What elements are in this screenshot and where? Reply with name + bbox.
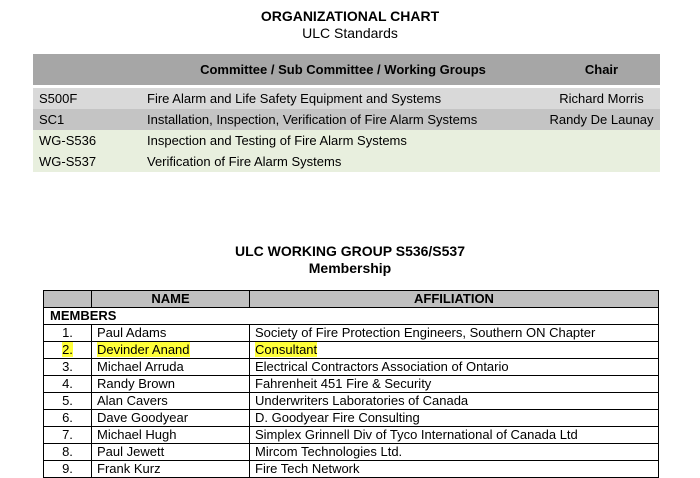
org-row-chair <box>543 151 660 172</box>
member-name: Dave Goodyear <box>92 410 250 427</box>
member-row <box>44 359 659 376</box>
org-row-chair: Randy De Launay <box>549 112 654 127</box>
member-name: Frank Kurz <box>92 461 250 478</box>
member-row <box>44 325 659 342</box>
org-row-committee: Verification of Fire Alarm Systems <box>147 154 342 169</box>
member-row <box>44 376 659 393</box>
member-name: Paul Jewett <box>92 444 250 461</box>
members-section-label: MEMBERS <box>44 308 659 325</box>
code-column-header <box>33 54 143 87</box>
member-name: Paul Adams <box>92 325 250 342</box>
name-column-header: NAME <box>92 291 250 308</box>
members-section-row <box>44 308 659 325</box>
org-row-wg-s537 <box>33 151 660 172</box>
working-group-title: ULC WORKING GROUP S536/S537 <box>234 243 466 259</box>
member-affiliation: Society of Fire Protection Engineers, Southern ON Chapter <box>250 325 659 342</box>
member-row <box>44 393 659 410</box>
chair-column-header: Chair <box>543 54 660 87</box>
membership-table <box>43 290 659 478</box>
member-affiliation: Mircom Technologies Ltd. <box>250 444 659 461</box>
member-affiliation: Underwriters Laboratories of Canada <box>250 393 659 410</box>
org-row-code: SC1 <box>39 112 65 127</box>
org-row-sc1 <box>33 109 660 130</box>
member-name: Michael Arruda <box>92 359 250 376</box>
org-row-chair: Richard Morris <box>559 91 644 106</box>
org-chart-header-row <box>33 54 660 87</box>
member-name: Alan Cavers <box>92 393 250 410</box>
member-name: Devinder Anand <box>92 342 250 359</box>
member-number: 9. <box>44 461 92 478</box>
member-number: 2. <box>44 342 92 359</box>
member-row <box>44 444 659 461</box>
affiliation-column-header: AFFILIATION <box>250 291 659 308</box>
membership-header-row <box>44 291 659 308</box>
number-column-header <box>44 291 92 308</box>
member-name: Michael Hugh <box>92 427 250 444</box>
member-number: 3. <box>44 359 92 376</box>
org-row-committee: Fire Alarm and Life Safety Equipment and Systems <box>147 91 442 106</box>
org-row-code: WG-S537 <box>39 154 97 169</box>
org-row-committee: Inspection and Testing of Fire Alarm Systems <box>147 133 407 148</box>
member-number: 8. <box>44 444 92 461</box>
member-number: 4. <box>44 376 92 393</box>
member-row <box>44 410 659 427</box>
org-row-code: WG-S536 <box>39 133 97 148</box>
member-affiliation: Electrical Contractors Association of Ontario <box>250 359 659 376</box>
member-row <box>44 427 659 444</box>
member-affiliation: Consultant <box>250 342 659 359</box>
member-number: 7. <box>44 427 92 444</box>
member-affiliation: Simplex Grinnell Div of Tyco International of Canada Ltd <box>250 427 659 444</box>
org-row-code: S500F <box>39 91 78 106</box>
working-group-subtitle: Membership <box>308 260 392 276</box>
org-chart-table <box>33 54 660 172</box>
member-number: 6. <box>44 410 92 427</box>
org-chart-subtitle: ULC Standards <box>302 25 398 41</box>
org-row-chair <box>543 130 660 151</box>
org-row-committee: Installation, Inspection, Verification of Fire Alarm Systems <box>147 112 478 127</box>
org-chart-title: ORGANIZATIONAL CHART <box>260 8 440 24</box>
org-row-s500f <box>33 87 660 110</box>
org-row-wg-s536 <box>33 130 660 151</box>
member-number: 5. <box>44 393 92 410</box>
member-affiliation: Fire Tech Network <box>250 461 659 478</box>
member-name: Randy Brown <box>92 376 250 393</box>
committee-column-header: Committee / Sub Committee / Working Groups <box>143 54 543 87</box>
member-affiliation: Fahrenheit 451 Fire & Security <box>250 376 659 393</box>
member-number: 1. <box>44 325 92 342</box>
member-row-highlighted <box>44 342 659 359</box>
member-row <box>44 461 659 478</box>
member-affiliation: D. Goodyear Fire Consulting <box>250 410 659 427</box>
